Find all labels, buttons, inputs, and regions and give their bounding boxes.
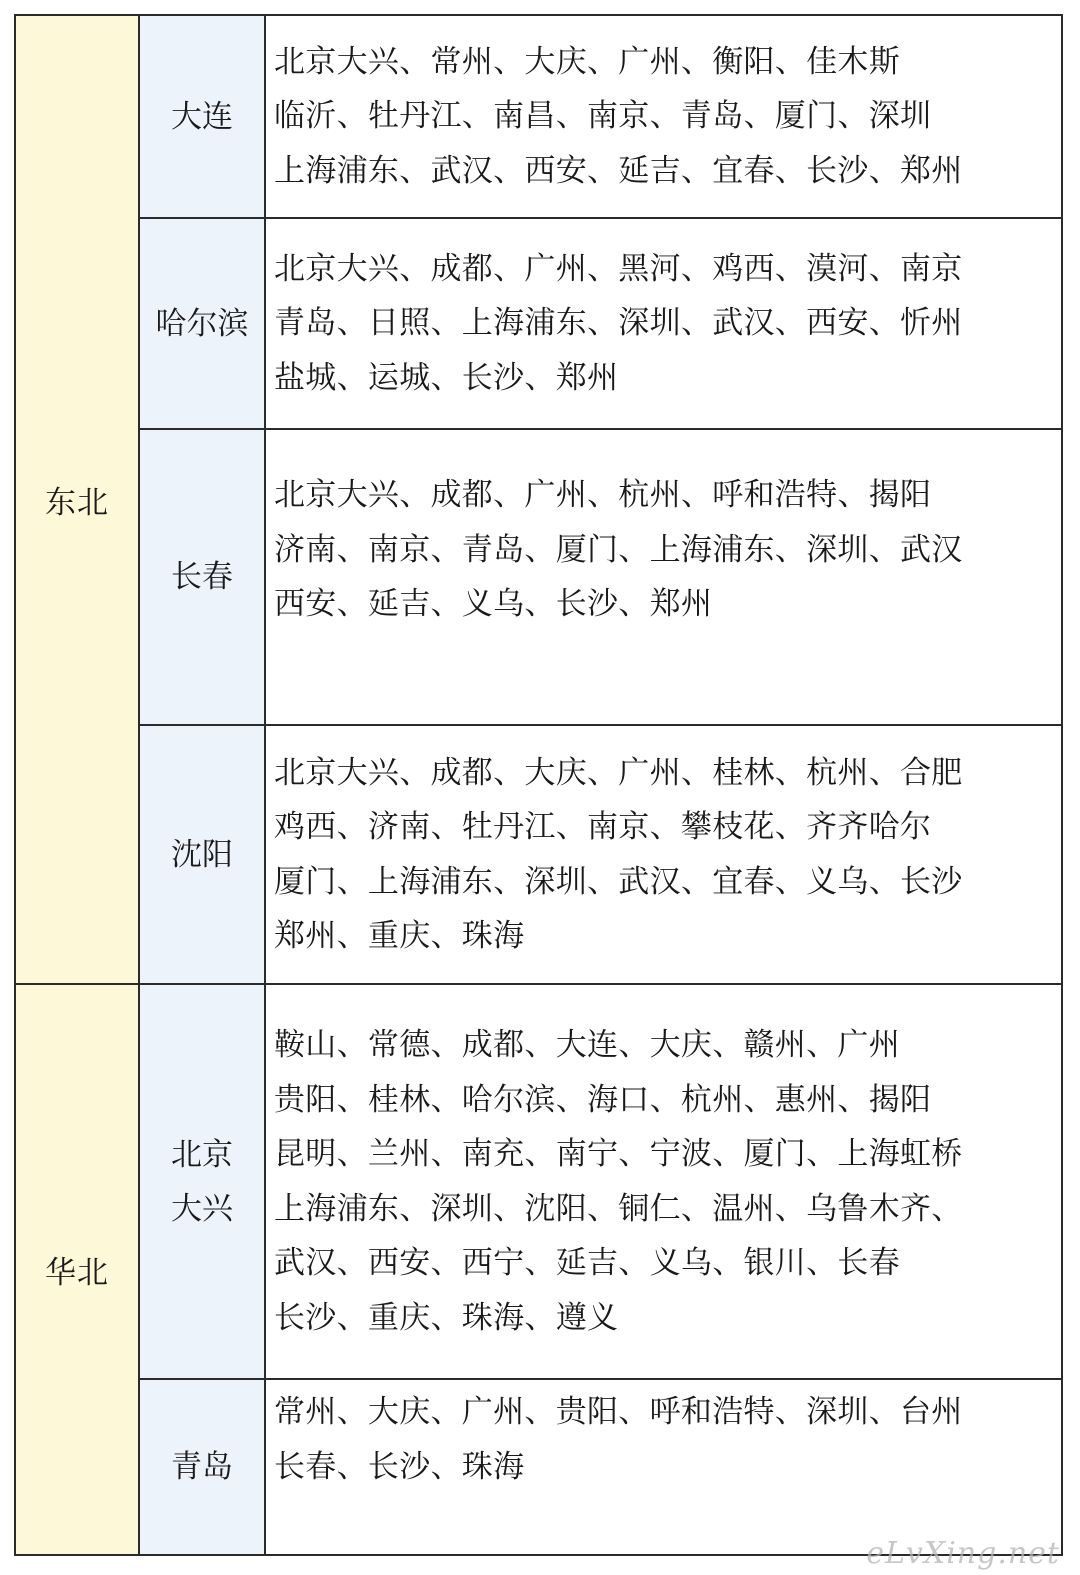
destination-line: 北京大兴、成都、大庆、广州、桂林、杭州、合肥 <box>274 754 963 791</box>
destination-line: 北京大兴、常州、大庆、广州、衡阳、佳木斯 <box>274 43 900 80</box>
destination-line: 上海浦东、武汉、西安、延吉、宜春、长沙、郑州 <box>274 152 963 189</box>
table-row <box>15 429 1062 725</box>
table-row <box>15 218 1062 429</box>
destination-line: 武汉、西安、西宁、延吉、义乌、银川、长春 <box>274 1245 900 1281</box>
city-cell <box>139 429 265 725</box>
destination-line: 常州、大庆、广州、贵阳、呼和浩特、深圳、台州 <box>274 1394 963 1431</box>
destination-line: 西安、延吉、义乌、长沙、郑州 <box>274 586 713 622</box>
city-label: 长春 <box>171 559 233 595</box>
region-cell-north <box>15 984 139 1555</box>
city-label: 大连 <box>171 98 233 135</box>
city-cell <box>139 725 265 984</box>
destinations-cell <box>265 725 1062 984</box>
city-cell <box>139 984 265 1379</box>
destination-line: 临沂、牡丹江、南昌、南京、青岛、厦门、深圳 <box>274 98 932 135</box>
city-cell <box>139 218 265 429</box>
destinations-cell <box>265 15 1062 218</box>
city-label: 哈尔滨 <box>155 305 249 342</box>
city-cell <box>139 15 265 218</box>
destination-line: 贵阳、桂林、哈尔滨、海口、杭州、惠州、揭阳 <box>274 1081 932 1118</box>
city-cell <box>139 1379 265 1555</box>
destination-line: 北京大兴、成都、广州、黑河、鸡西、漠河、南京 <box>274 250 963 287</box>
city-label: 沈阳 <box>171 836 233 873</box>
destination-line: 昆明、兰州、南充、南宁、宁波、厦门、上海虹桥 <box>274 1136 963 1172</box>
region-label: 华北 <box>45 1255 109 1291</box>
region-cell-northeast <box>15 15 139 984</box>
destination-line: 鸡西、济南、牡丹江、南京、攀枝花、齐齐哈尔 <box>274 809 932 845</box>
destination-line: 郑州、重庆、珠海 <box>274 918 525 954</box>
city-label: 青岛 <box>171 1449 233 1485</box>
destinations-cell <box>265 1379 1062 1555</box>
destination-line: 青岛、日照、上海浦东、深圳、武汉、西安、忻州 <box>274 305 963 342</box>
table-row <box>15 984 1062 1379</box>
destination-line: 厦门、上海浦东、深圳、武汉、宜春、义乌、长沙 <box>274 863 963 900</box>
table-row <box>15 725 1062 984</box>
city-label: 北京大兴 <box>171 1136 233 1227</box>
destination-line: 长沙、重庆、珠海、遵义 <box>274 1299 619 1336</box>
table-row <box>15 1379 1062 1555</box>
destination-line: 鞍山、常德、成都、大连、大庆、赣州、广州 <box>274 1027 900 1063</box>
destination-line: 北京大兴、成都、广州、杭州、呼和浩特、揭阳 <box>274 477 932 513</box>
region-label: 东北 <box>45 485 109 521</box>
destination-line: 盐城、运城、长沙、郑州 <box>274 359 619 396</box>
watermark: eLvXing.net <box>866 1536 1060 1571</box>
destination-line: 长春、长沙、珠海 <box>274 1448 525 1485</box>
destinations-cell <box>265 984 1062 1379</box>
destinations-cell <box>265 429 1062 725</box>
route-table <box>14 14 1063 1556</box>
destination-line: 上海浦东、深圳、沈阳、铜仁、温州、乌鲁木齐、 <box>274 1190 963 1227</box>
table-row <box>15 15 1062 218</box>
destination-line: 济南、南京、青岛、厦门、上海浦东、深圳、武汉 <box>274 531 963 568</box>
destinations-cell <box>265 218 1062 429</box>
